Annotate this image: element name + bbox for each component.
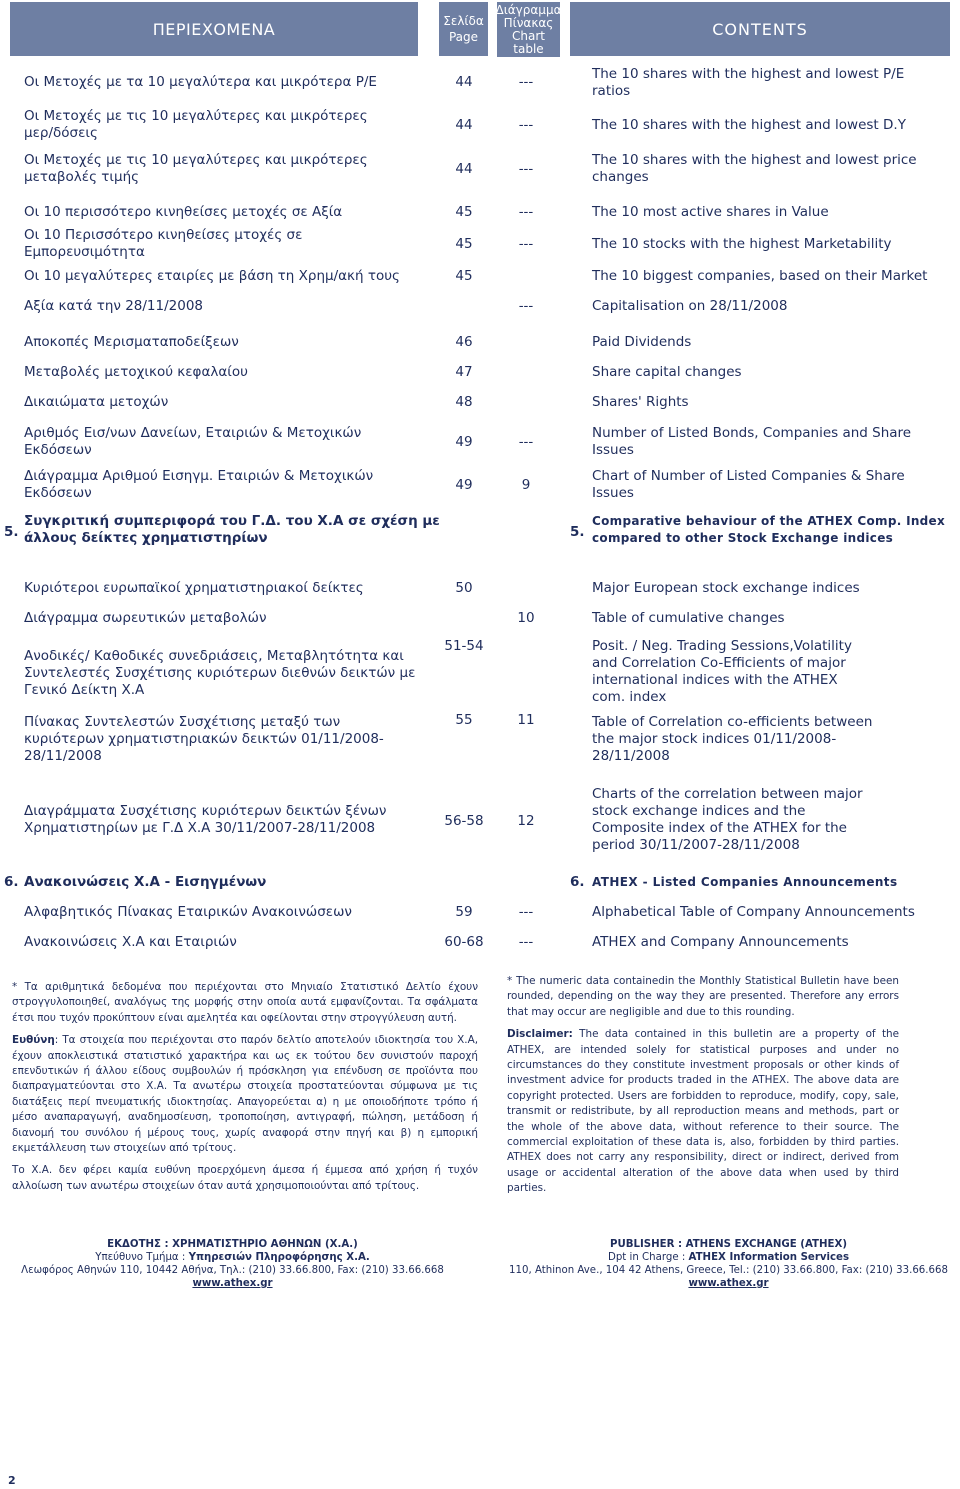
- chart-column-label-3: Chart: [512, 29, 545, 43]
- chart-column-label-2: Πίνακας: [503, 16, 554, 30]
- toc-page: 45: [455, 268, 473, 284]
- toc-entry-greek[interactable]: Οι Μετοχές με τις 10 μεγαλύτερες και μικρότερες μεταβολές τιμής: [24, 152, 368, 185]
- publisher-address-english: 110, Athinon Ave., 104 42 Athens, Greece, Tel.: (210) 33.66.800, Fax: (210) 33.66.668: [509, 1265, 948, 1276]
- toc-page: 49: [455, 477, 473, 493]
- publisher-english: [497, 1238, 960, 1290]
- toc-page: 60-68: [444, 934, 484, 950]
- liability-note-greek: Ευθύνη: Τα στοιχεία που περιέχονται στο παρόν δελτίο αποτελούν ιδιοκτησία του Χ.Α, έχουν αποκλειστικά στατιστικό χαρακτήρα και ως εκ τούτου δεν συνιστούν παροχή επενδυτικών ή άλλου είδους συμβουλών ή πρόσκληση για επένδυση σε προϊόντα που διαπραγματεύονται στο Χ.Α. Τα ανωτέρω στοιχεία προστατεύονται σύμφωνα με τις διατάξεις περί πνευματικής ιδιοκτησίας. Απαγορεύεται α) η με οποιοδήποτε τρόπο ή μέσο αναπαραγωγή, αναδημοσίευση, τροποποίηση, αντιγραφή, πώληση, μετάδοση ή διανομή του συνόλου ή μέρους τους, χωρίς αναφορά στην πηγή και β) η εμπορική εκμετάλλευση των στοιχείων από τρίτους.: [12, 1034, 478, 1155]
- toc-entry-english[interactable]: Paid Dividends: [592, 334, 692, 350]
- toc-entry-greek[interactable]: Ανακοινώσεις Χ.Α και Εταιριών: [24, 934, 237, 950]
- rounding-note-english: * The numeric data containedin the Monthly Statistical Bulletin have been rounded, depending on the way they are presented. Therefore any errors that may occur are negligible and due to this rounding.: [507, 975, 899, 1018]
- toc-entry-english[interactable]: The 10 shares with the highest and lowest P/E ratios: [592, 66, 905, 99]
- page-column-label-gr: Σελίδα: [443, 14, 484, 28]
- toc-entry-greek[interactable]: Οι 10 μεγαλύτερες εταιρίες με βάση τη Χρημ/ακή τους: [24, 268, 400, 284]
- toc-entry-greek[interactable]: Κυριότεροι ευρωπαϊκοί χρηματιστηριακοί δείκτες: [24, 580, 364, 596]
- toc-entry-greek[interactable]: Αποκοπές Μερισματαποδείξεων: [24, 334, 239, 350]
- page-column-label-en: Page: [448, 30, 479, 44]
- chart-column-label-4: table: [513, 42, 544, 56]
- section-number-greek: 6.: [4, 874, 19, 890]
- toc-chart: 12: [517, 813, 535, 829]
- toc-page: 48: [455, 394, 473, 410]
- page-number: 2: [8, 1474, 16, 1487]
- toc-entry-greek[interactable]: Ανοδικές/ Καθοδικές συνεδριάσεις, Μεταβλητότητα και Συντελεστές Συσχέτισης κυριότερων διεθνών δεικτών με Γενικό Δείκτη Χ.Α: [24, 648, 416, 698]
- publisher-dept-english: Dpt in Charge : ATHEX Information Services: [607, 1252, 850, 1263]
- toc-page: 45: [455, 236, 473, 252]
- contents-header-greek: [10, 2, 418, 56]
- toc-entry-english[interactable]: Number of Listed Bonds, Companies and Share Issues: [592, 425, 912, 458]
- section-title-greek[interactable]: Συγκριτική συμπεριφορά του Γ.Δ. του Χ.Α σε σχέση με άλλους δείκτες χρηματιστηρίων: [24, 513, 440, 546]
- toc-page: 51-54: [444, 638, 484, 654]
- section-title-greek[interactable]: Ανακοινώσεις Χ.Α - Εισηγμένων: [24, 874, 267, 890]
- toc-entry-greek[interactable]: Διάγραμμα σωρευτικών μεταβολών: [24, 610, 267, 626]
- section-number-english: 5.: [570, 524, 585, 540]
- publisher-greek: [0, 1238, 465, 1290]
- publisher-website-link-greek[interactable]: www.athex.gr: [192, 1278, 273, 1289]
- contents-header-english: [570, 2, 950, 56]
- toc-page: 46: [455, 334, 473, 350]
- toc-chart: 9: [521, 477, 531, 493]
- chart-column-label-1: Διάγραμμα: [495, 3, 562, 17]
- toc-page: 44: [455, 74, 473, 90]
- page-column-header: [439, 2, 488, 56]
- toc-chart: ---: [518, 298, 534, 314]
- footnote-english: [507, 974, 899, 1204]
- toc-entry-greek[interactable]: Οι Μετοχές με τα 10 μεγαλύτερα και μικρότερα P/E: [24, 74, 377, 90]
- toc-entry-english[interactable]: The 10 biggest companies, based on their Market: [592, 268, 928, 284]
- toc-entry-greek[interactable]: Οι Μετοχές με τις 10 μεγαλύτερες και μικρότερες μερ/δόσεις: [24, 108, 368, 141]
- publisher-dept-greek: Υπεύθυνο Τμήμα : Υπηρεσιών Πληροφόρησης Χ.Α.: [95, 1252, 370, 1263]
- section-title-english[interactable]: ATHEX - Listed Companies Announcements: [592, 875, 898, 889]
- toc-entry-greek[interactable]: Αξία κατά την 28/11/2008: [24, 298, 204, 314]
- toc-entry-english[interactable]: Chart of Number of Listed Companies & Share Issues: [592, 468, 905, 501]
- section-title-english[interactable]: Comparative behaviour of the ATHEX Comp. Index compared to other Stock Exchange indices: [592, 514, 946, 545]
- toc-page: 59: [455, 904, 473, 920]
- toc-entry-english[interactable]: Share capital changes: [592, 364, 742, 380]
- toc-page: 47: [455, 364, 473, 380]
- toc-page: 56-58: [444, 813, 484, 829]
- toc-page: 49: [455, 434, 473, 450]
- toc-entry-english[interactable]: The 10 stocks with the highest Marketability: [592, 236, 892, 252]
- chart-column-header: [497, 2, 560, 57]
- toc-chart: ---: [518, 161, 534, 177]
- toc-entry-english[interactable]: The 10 shares with the highest and lowest D.Y: [592, 117, 906, 133]
- publisher-address-greek: Λεωφόρος Αθηνών 110, 10442 Αθήνα, Τηλ.: (210) 33.66.800, Fax: (210) 33.66.668: [21, 1265, 444, 1276]
- section-number-greek: 5.: [4, 524, 19, 540]
- toc-entry-english[interactable]: Table of Correlation co-efficients between the major stock indices 01/11/2008- 28/11/2008: [592, 714, 873, 764]
- toc-page: 50: [455, 580, 473, 596]
- toc-entry-greek[interactable]: Οι 10 περισσότερο κινηθείσες μετοχές σε Αξία: [24, 204, 343, 220]
- toc-entry-greek[interactable]: Μεταβολές μετοχικού κεφαλαίου: [24, 364, 248, 380]
- toc-entry-english[interactable]: Capitalisation on 28/11/2008: [592, 298, 788, 314]
- toc-entry-greek[interactable]: Αλφαβητικός Πίνακας Εταιρικών Ανακοινώσεων: [24, 904, 352, 920]
- rounding-note-greek: * Τα αριθμητικά δεδομένα που περιέχονται στο Μηνιαίο Στατιστικό Δελτίο έχουν στρογγυλοποιηθεί, αναλόγως της μορφής στην οποία αυτά εμφανίζονται. Τα σφάλματα έτσι που τυχόν προκύπτουν είναι αμελητέα και οφείλονται στην στρογγύλευση αυτή.: [12, 981, 478, 1024]
- toc-entry-greek[interactable]: Αριθμός Εισ/νων Δανείων, Εταιριών & Μετοχικών Εκδόσεων: [24, 425, 362, 458]
- toc-entry-english[interactable]: Table of cumulative changes: [592, 610, 785, 626]
- toc-chart: ---: [518, 904, 534, 920]
- toc-page: 44: [455, 161, 473, 177]
- toc-entry-greek[interactable]: Δικαιώματα μετοχών: [24, 394, 169, 410]
- greek-title: ΠΕΡΙΕΧΟΜΕΝΑ: [152, 19, 276, 39]
- toc-entry-english[interactable]: Charts of the correlation between major stock exchange indices and the Composite index of the ATHEX for the period 30/11/2007-28/11/2008: [592, 786, 863, 853]
- toc-chart: ---: [518, 74, 534, 90]
- disclaimer-english: Disclaimer: The data contained in this bulletin are a property of the ATHEX, are intended solely for statistical purposes and under no circumstances do they constitute investment proposals or other kinds of investment advice for products traded in the ATHEX. The above data are copyright protected. Users are forbidden to reproduce, modify, copy, sale, transmit or redistribute, by all reproduction means and methods, part or the whole of the above data, without reference to their source. The commercial exploitation of these data is, also, forbidden by third parties. ATHEX does not carry any responsibility, direct or indirect, derived from usage or accidental alteration of the above data when used by third parties.: [507, 1028, 899, 1195]
- english-title: CONTENTS: [712, 19, 808, 39]
- toc-chart: 10: [517, 610, 535, 626]
- publisher-title-english: PUBLISHER : ATHENS EXCHANGE (ATHEX): [610, 1239, 847, 1250]
- toc-entry-greek[interactable]: Οι 10 Περισσότερο κινηθείσες μτοχές σε Εμπορευσιμότητα: [24, 227, 303, 260]
- toc-entry-english[interactable]: Major European stock exchange indices: [592, 580, 860, 596]
- toc-chart: ---: [518, 434, 534, 450]
- toc-chart: ---: [518, 934, 534, 950]
- toc-entry-english[interactable]: Shares' Rights: [592, 394, 689, 410]
- toc-entry-greek[interactable]: Διάγραμμα Αριθμού Εισηγμ. Εταιριών & Μετοχικών Εκδόσεων: [24, 468, 374, 501]
- toc-chart: ---: [518, 236, 534, 252]
- publisher-title-greek: ΕΚΔΟΤΗΣ : ΧΡΗΜΑΤΙΣΤΗΡΙΟ ΑΘΗΝΩΝ (Χ.Α.): [107, 1239, 358, 1250]
- toc-chart: 11: [517, 712, 535, 728]
- footnote-greek: [12, 980, 478, 1201]
- toc-entry-english[interactable]: Alphabetical Table of Company Announcements: [592, 904, 915, 920]
- toc-entry-english[interactable]: ATHEX and Company Announcements: [592, 934, 849, 950]
- toc-entry-english[interactable]: The 10 most active shares in Value: [592, 204, 829, 220]
- toc-entry-greek[interactable]: Πίνακας Συντελεστών Συσχέτισης μεταξύ των κυριότερων χρηματιστηριακών δεικτών 01/11/2008- 28/11/2008: [24, 714, 384, 764]
- toc-chart: ---: [518, 117, 534, 133]
- toc-entry-english[interactable]: The 10 shares with the highest and lowest price changes: [592, 152, 917, 185]
- toc-chart: ---: [518, 204, 534, 220]
- toc-page: 55: [455, 712, 473, 728]
- toc-entry-greek[interactable]: Διαγράμματα Συσχέτισης κυριότερων δεικτών ξένων Χρηματιστηρίων με Γ.Δ Χ.Α 30/11/2007-28/11/2008: [24, 803, 387, 836]
- section-number-english: 6.: [570, 874, 585, 890]
- toc-page: 45: [455, 204, 473, 220]
- toc-page: 44: [455, 117, 473, 133]
- responsibility-note-greek: Το Χ.Α. δεν φέρει καμία ευθύνη προερχόμενη άμεσα ή έμμεσα από χρήση ή τυχόν αλλοίωση των ανωτέρω στοιχείων όταν αυτά χρησιμοποιούνται από τρίτους.: [12, 1164, 478, 1192]
- publisher-website-link-english[interactable]: www.athex.gr: [688, 1278, 769, 1289]
- toc-entry-english[interactable]: Posit. / Neg. Trading Sessions,Volatility and Correlation Co-Efficients of major international indices with the ATHEX com. index: [592, 638, 852, 705]
